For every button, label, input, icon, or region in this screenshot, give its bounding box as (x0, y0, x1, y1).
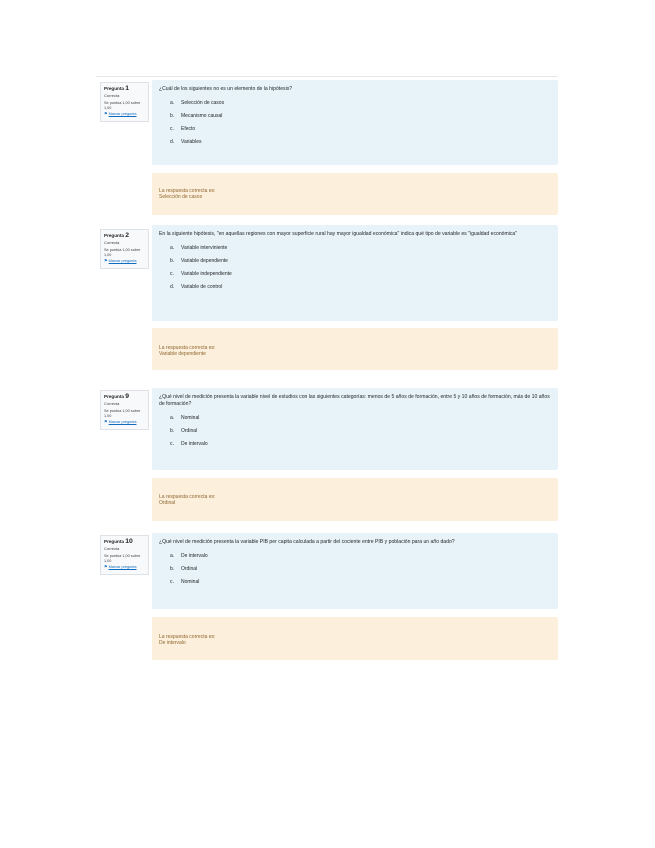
question-text: ¿Qué nivel de medición presenta la variable PIB per capita calculada a partir del cociente entre PIB y población para un año dado? (159, 539, 455, 545)
feedback-label: La respuesta correcta es: (159, 634, 216, 640)
answer-list (159, 100, 551, 145)
answer-option[interactable]: a. Nominal (170, 415, 200, 421)
page-divider (96, 76, 558, 77)
feedback-value: Selección de casos (159, 194, 203, 200)
right-answer-feedback (152, 617, 558, 660)
feedback-label: La respuesta correcta es: (159, 188, 216, 194)
question-info (100, 535, 149, 575)
question-text: En la siguiente hipótesis, "en aquellas regiones con mayor superficie rural hay mayor igualdad económica" indica qué tipo de variable es "igualdad económica" (159, 231, 518, 237)
flag-icon: ⚑ (104, 111, 108, 117)
flag-question-link[interactable]: ⚑ Marcar pregunta (104, 258, 137, 264)
question-content (152, 225, 558, 321)
question-state: Correcta (104, 240, 120, 245)
question-content (152, 80, 558, 165)
feedback-value: Variable dependiente (159, 351, 206, 357)
question-grade: Se puntúa 1,00 sobre 1,00 (104, 101, 141, 110)
flag-icon: ⚑ (104, 419, 108, 425)
question-info (100, 229, 149, 269)
answer-option[interactable]: c. Efecto (170, 126, 196, 132)
feedback-label: La respuesta correcta es: (159, 345, 216, 351)
question-number: Pregunta 1 (104, 85, 129, 92)
right-answer-feedback (152, 328, 558, 370)
feedback-value: Ordinal (159, 500, 176, 506)
answer-list (159, 415, 551, 447)
flag-question-link[interactable]: ⚑ Marcar pregunta (104, 111, 137, 117)
question-content (152, 388, 558, 470)
flag-question-link[interactable]: ⚑ Marcar pregunta (104, 564, 137, 570)
right-answer-feedback (152, 173, 558, 215)
question-state: Correcta (104, 546, 120, 551)
answer-list (159, 245, 551, 290)
question-text: ¿Cuál de los siguientes no es un elemento de la hipótesis? (159, 86, 293, 92)
answer-list (159, 553, 551, 585)
answer-option[interactable]: c. Variable independiente (170, 271, 232, 277)
answer-option[interactable]: b. Variable dependiente (170, 258, 228, 264)
answer-option[interactable]: c. Nominal (170, 579, 200, 585)
question-content (152, 533, 558, 609)
flag-icon: ⚑ (104, 258, 108, 264)
question-number: Pregunta 10 (104, 538, 133, 545)
question-grade: Se puntúa 1,00 sobre 1,00 (104, 409, 141, 418)
question-grade: Se puntúa 1,00 sobre 1,00 (104, 248, 141, 257)
question-info (100, 82, 149, 122)
feedback-value: De intervalo (159, 640, 186, 646)
question-state: Correcta (104, 401, 120, 406)
question-number: Pregunta 9 (104, 393, 129, 400)
answer-option[interactable]: d. Variables (170, 139, 202, 145)
question-number: Pregunta 2 (104, 232, 129, 239)
right-answer-feedback (152, 478, 558, 521)
question-state: Correcta (104, 93, 120, 98)
question-info (100, 390, 149, 430)
answer-option[interactable]: c. De intervalo (170, 441, 208, 447)
flag-icon: ⚑ (104, 564, 108, 570)
answer-option[interactable]: b. Mecanismo causal (170, 113, 223, 119)
question-text: ¿Qué nivel de medición presenta la variable nivel de estudios con las siguientes categorías: menos de 5 años de formación, entre 5 y 10 años de formación, más de 10 años de formación? (159, 394, 550, 407)
flag-question-link[interactable]: ⚑ Marcar pregunta (104, 419, 137, 425)
answer-option[interactable]: a. Selección de casos (170, 100, 225, 106)
feedback-label: La respuesta correcta es: (159, 494, 216, 500)
question-grade: Se puntúa 1,00 sobre 1,00 (104, 554, 141, 563)
answer-option[interactable]: a. Variable interviniente (170, 245, 228, 251)
answer-option[interactable]: b. Ordinal (170, 428, 198, 434)
answer-option[interactable]: b. Ordinal (170, 566, 198, 572)
answer-option[interactable]: d. Variable de control (170, 284, 223, 290)
answer-option[interactable]: a. De intervalo (170, 553, 208, 559)
